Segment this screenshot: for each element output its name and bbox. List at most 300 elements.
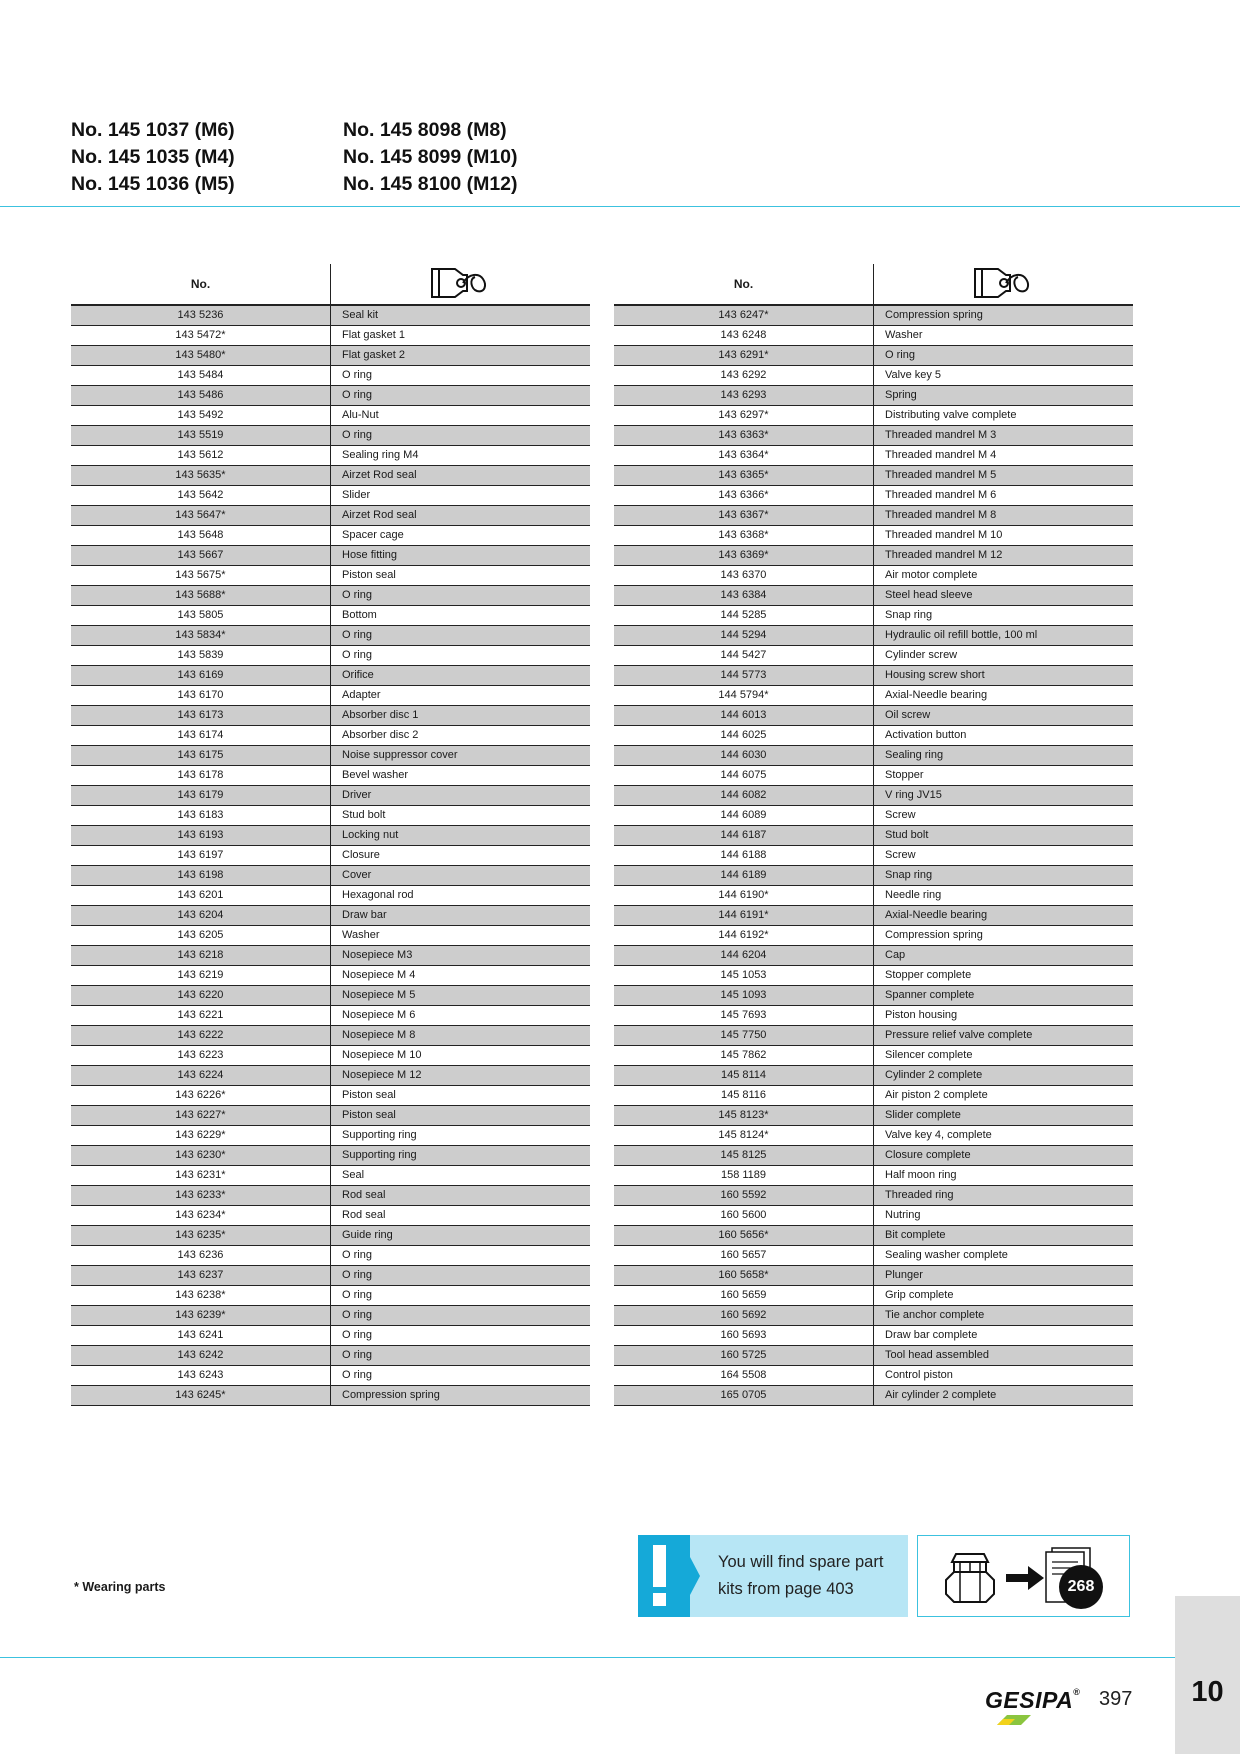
table-row [614, 986, 1133, 1006]
part-description: Tool head assembled [874, 1346, 1134, 1366]
parts-table-right [614, 264, 1133, 1406]
info-bar [638, 1535, 690, 1617]
table-row [71, 1386, 590, 1406]
table-row [71, 606, 590, 626]
part-description: Threaded ring [874, 1186, 1134, 1206]
part-description: Hexagonal rod [331, 886, 591, 906]
part-description: Tie anchor complete [874, 1306, 1134, 1326]
table-row [71, 1366, 590, 1386]
table-row [71, 1306, 590, 1326]
table-header-row [71, 264, 590, 305]
table-header-row [614, 264, 1133, 305]
table-row [614, 1386, 1133, 1406]
part-number: 165 0705 [614, 1386, 874, 1406]
part-number: 143 5667 [71, 546, 331, 566]
table-row [614, 866, 1133, 886]
table-row [614, 1366, 1133, 1386]
table-row [71, 1326, 590, 1346]
part-number: 143 6245* [71, 1386, 331, 1406]
part-description: Distributing valve complete [874, 406, 1134, 426]
table-row [614, 1026, 1133, 1046]
table-row [71, 406, 590, 426]
part-number: 143 6201 [71, 886, 331, 906]
part-number: 143 6365* [614, 466, 874, 486]
part-description: Silencer complete [874, 1046, 1134, 1066]
title-left-1: No. 145 1037 (M6) [71, 119, 235, 141]
table-row [614, 386, 1133, 406]
table-row [614, 1046, 1133, 1066]
part-number: 143 5635* [71, 466, 331, 486]
table-body-left [71, 305, 590, 1406]
part-description: Cap [874, 946, 1134, 966]
part-number: 143 6292 [614, 366, 874, 386]
part-number: 144 6192* [614, 926, 874, 946]
part-description: Nosepiece M 4 [331, 966, 591, 986]
part-number: 143 6229* [71, 1126, 331, 1146]
part-description: Supporting ring [331, 1126, 591, 1146]
part-number: 144 5285 [614, 606, 874, 626]
table-row [71, 666, 590, 686]
part-description: Washer [874, 326, 1134, 346]
part-description: Oil screw [874, 706, 1134, 726]
table-row [71, 806, 590, 826]
part-description: O ring [331, 1346, 591, 1366]
part-description: Threaded mandrel M 6 [874, 486, 1134, 506]
part-number: 145 8116 [614, 1086, 874, 1106]
header-rule [0, 206, 1240, 207]
part-number: 143 6247* [614, 305, 874, 326]
table-row [614, 626, 1133, 646]
table-row [614, 726, 1133, 746]
part-description: Nosepiece M3 [331, 946, 591, 966]
table-row [614, 426, 1133, 446]
part-number: 160 5657 [614, 1246, 874, 1266]
part-number: 143 6227* [71, 1106, 331, 1126]
part-number: 143 6218 [71, 946, 331, 966]
part-number: 145 8124* [614, 1126, 874, 1146]
part-description: Air motor complete [874, 566, 1134, 586]
part-number: 143 6175 [71, 746, 331, 766]
table-row [614, 466, 1133, 486]
part-description: Valve key 4, complete [874, 1126, 1134, 1146]
column-header-no: No. [614, 264, 874, 305]
part-description: Valve key 5 [874, 366, 1134, 386]
table-row [614, 546, 1133, 566]
part-number: 145 8125 [614, 1146, 874, 1166]
part-number: 160 5658* [614, 1266, 874, 1286]
table-row [71, 886, 590, 906]
part-number: 143 5492 [71, 406, 331, 426]
table-row [71, 906, 590, 926]
part-number: 144 6089 [614, 806, 874, 826]
part-number: 160 5656* [614, 1226, 874, 1246]
part-number: 143 6364* [614, 446, 874, 466]
table-row [71, 346, 590, 366]
part-description: Airzet Rod seal [331, 466, 591, 486]
table-row [614, 786, 1133, 806]
parts-table-left [71, 264, 590, 1406]
part-description: Washer [331, 926, 591, 946]
part-description: Axial-Needle bearing [874, 686, 1134, 706]
logo-text: GESIPA [985, 1687, 1074, 1713]
table-row [614, 1126, 1133, 1146]
title-left-3: No. 145 1036 (M5) [71, 173, 235, 195]
title-right-3: No. 145 8100 (M12) [343, 173, 518, 195]
part-number: 143 6368* [614, 526, 874, 546]
table-row [71, 826, 590, 846]
logo-registered-mark: ® [1073, 1687, 1081, 1697]
part-description: Spanner complete [874, 986, 1134, 1006]
table-row [71, 426, 590, 446]
part-description: Slider complete [874, 1106, 1134, 1126]
part-number: 143 6226* [71, 1086, 331, 1106]
part-number: 143 6370 [614, 566, 874, 586]
table-row [71, 305, 590, 326]
table-row [614, 966, 1133, 986]
table-row [71, 746, 590, 766]
table-row [614, 646, 1133, 666]
table-row [71, 1286, 590, 1306]
part-number: 143 6367* [614, 506, 874, 526]
part-description: Threaded mandrel M 10 [874, 526, 1134, 546]
table-row [71, 326, 590, 346]
part-number: 143 5642 [71, 486, 331, 506]
part-description: Slider [331, 486, 591, 506]
reference-box [917, 1535, 1130, 1617]
table-row [71, 766, 590, 786]
part-number: 145 7750 [614, 1026, 874, 1046]
table-row [614, 1326, 1133, 1346]
part-description: Noise suppressor cover [331, 746, 591, 766]
part-number: 158 1189 [614, 1166, 874, 1186]
part-description: Orifice [331, 666, 591, 686]
table-row [614, 1086, 1133, 1106]
part-number: 144 5294 [614, 626, 874, 646]
part-number: 143 5480* [71, 346, 331, 366]
part-number: 143 5236 [71, 305, 331, 326]
part-description: Bit complete [874, 1226, 1134, 1246]
part-number: 143 6235* [71, 1226, 331, 1246]
part-number: 143 5519 [71, 426, 331, 446]
table-row [614, 346, 1133, 366]
part-number: 145 7862 [614, 1046, 874, 1066]
part-number: 143 6238* [71, 1286, 331, 1306]
table-row [614, 1186, 1133, 1206]
part-number: 143 6248 [614, 326, 874, 346]
part-description: Screw [874, 806, 1134, 826]
part-number: 143 5472* [71, 326, 331, 346]
part-description: Sealing ring M4 [331, 446, 591, 466]
table-row [71, 966, 590, 986]
part-number: 143 5647* [71, 506, 331, 526]
part-description: Hose fitting [331, 546, 591, 566]
tag-icon [429, 267, 493, 299]
table-row [71, 1126, 590, 1146]
table-row [71, 1246, 590, 1266]
table-row [614, 1246, 1133, 1266]
gesipa-logo [985, 1687, 1080, 1714]
footer-rule [0, 1657, 1240, 1658]
part-number: 143 6193 [71, 826, 331, 846]
table-row [614, 366, 1133, 386]
part-description: Nosepiece M 10 [331, 1046, 591, 1066]
part-description: Rod seal [331, 1206, 591, 1226]
title-right-2: No. 145 8099 (M10) [343, 146, 518, 168]
logo-swoosh-icon [993, 1711, 1033, 1727]
table-row [614, 1226, 1133, 1246]
part-description: Compression spring [874, 926, 1134, 946]
part-description: Threaded mandrel M 5 [874, 466, 1134, 486]
table-row [71, 1066, 590, 1086]
part-description: Closure [331, 846, 591, 866]
part-number: 144 6013 [614, 706, 874, 726]
part-description: Needle ring [874, 886, 1134, 906]
table-row [71, 1086, 590, 1106]
column-header-no: No. [71, 264, 331, 305]
table-row [614, 1106, 1133, 1126]
table-row [614, 406, 1133, 426]
part-description: Threaded mandrel M 3 [874, 426, 1134, 446]
part-description: Nosepiece M 8 [331, 1026, 591, 1046]
part-number: 143 5484 [71, 366, 331, 386]
part-description: Flat gasket 1 [331, 326, 591, 346]
part-description: O ring [331, 386, 591, 406]
part-description: Supporting ring [331, 1146, 591, 1166]
arrow-right-icon [1006, 1566, 1044, 1590]
table-row [614, 766, 1133, 786]
table-row [614, 526, 1133, 546]
table-row [614, 1006, 1133, 1026]
part-description: Sealing ring [874, 746, 1134, 766]
part-number: 160 5725 [614, 1346, 874, 1366]
table-row [71, 946, 590, 966]
table-body-right [614, 305, 1133, 1406]
table-row [614, 826, 1133, 846]
tag-icon [972, 267, 1036, 299]
table-row [71, 446, 590, 466]
table-row [614, 926, 1133, 946]
part-number: 145 8123* [614, 1106, 874, 1126]
part-number: 143 6173 [71, 706, 331, 726]
table-row [71, 1206, 590, 1226]
exclamation-icon [638, 1535, 704, 1617]
table-row [614, 1146, 1133, 1166]
part-number: 143 6198 [71, 866, 331, 886]
part-number: 143 5486 [71, 386, 331, 406]
column-header-description [331, 264, 591, 305]
part-number: 143 6291* [614, 346, 874, 366]
part-description: Piston seal [331, 566, 591, 586]
part-number: 143 6183 [71, 806, 331, 826]
table-row [614, 666, 1133, 686]
part-description: O ring [331, 646, 591, 666]
part-description: Threaded mandrel M 12 [874, 546, 1134, 566]
part-description: Threaded mandrel M 8 [874, 506, 1134, 526]
part-number: 144 5427 [614, 646, 874, 666]
part-description: Pressure relief valve complete [874, 1026, 1134, 1046]
table-row [71, 546, 590, 566]
part-description: Steel head sleeve [874, 586, 1134, 606]
part-description: O ring [331, 1306, 591, 1326]
part-description: Piston housing [874, 1006, 1134, 1026]
table-row [71, 1346, 590, 1366]
part-number: 160 5692 [614, 1306, 874, 1326]
table-row [71, 1106, 590, 1126]
table-row [71, 646, 590, 666]
part-description: O ring [331, 426, 591, 446]
part-description: Nosepiece M 6 [331, 1006, 591, 1026]
table-row [614, 1206, 1133, 1226]
part-number: 143 6178 [71, 766, 331, 786]
part-description: Stopper [874, 766, 1134, 786]
table-row [614, 305, 1133, 326]
table-row [71, 686, 590, 706]
part-description: Airzet Rod seal [331, 506, 591, 526]
part-description: Sealing washer complete [874, 1246, 1134, 1266]
table-row [614, 906, 1133, 926]
part-number: 143 6197 [71, 846, 331, 866]
part-number: 143 5839 [71, 646, 331, 666]
chapter-number: 10 [1191, 1676, 1224, 1708]
part-description: O ring [331, 1326, 591, 1346]
part-description: O ring [331, 1266, 591, 1286]
part-description: Compression spring [874, 305, 1134, 326]
part-number: 143 5648 [71, 526, 331, 546]
info-box [638, 1535, 908, 1617]
table-row [71, 926, 590, 946]
part-description: O ring [874, 346, 1134, 366]
table-row [71, 986, 590, 1006]
part-number: 143 6293 [614, 386, 874, 406]
part-number: 144 6075 [614, 766, 874, 786]
part-description: Plunger [874, 1266, 1134, 1286]
table-row [614, 506, 1133, 526]
part-number: 143 6366* [614, 486, 874, 506]
part-number: 143 6204 [71, 906, 331, 926]
table-row [71, 1226, 590, 1246]
title-left-2: No. 145 1035 (M4) [71, 146, 235, 168]
part-description: O ring [331, 1246, 591, 1266]
table-row [614, 746, 1133, 766]
column-header-description [874, 264, 1134, 305]
part-number: 143 6231* [71, 1166, 331, 1186]
table-row [614, 806, 1133, 826]
part-number: 143 6233* [71, 1186, 331, 1206]
part-description: Half moon ring [874, 1166, 1134, 1186]
table-row [614, 586, 1133, 606]
part-description: Spring [874, 386, 1134, 406]
part-number: 143 6234* [71, 1206, 331, 1226]
part-number: 143 6230* [71, 1146, 331, 1166]
part-number: 143 6297* [614, 406, 874, 426]
reference-page-badge: 268 [1059, 1565, 1103, 1609]
part-description: Grip complete [874, 1286, 1134, 1306]
part-description: Snap ring [874, 606, 1134, 626]
part-description: Screw [874, 846, 1134, 866]
table-row [71, 386, 590, 406]
part-number: 143 6242 [71, 1346, 331, 1366]
part-number: 143 6221 [71, 1006, 331, 1026]
part-description: Bottom [331, 606, 591, 626]
part-description: Guide ring [331, 1226, 591, 1246]
table-row [71, 866, 590, 886]
table-row [71, 1026, 590, 1046]
part-number: 144 6191* [614, 906, 874, 926]
part-description: Snap ring [874, 866, 1134, 886]
part-description: Flat gasket 2 [331, 346, 591, 366]
part-number: 143 5688* [71, 586, 331, 606]
part-description: O ring [331, 1286, 591, 1306]
part-number: 164 5508 [614, 1366, 874, 1386]
table-row [71, 1186, 590, 1206]
part-description: Locking nut [331, 826, 591, 846]
part-description: Threaded mandrel M 4 [874, 446, 1134, 466]
table-row [614, 606, 1133, 626]
table-row [71, 566, 590, 586]
part-number: 144 6190* [614, 886, 874, 906]
part-description: Control piston [874, 1366, 1134, 1386]
part-number: 144 6030 [614, 746, 874, 766]
part-description: Absorber disc 2 [331, 726, 591, 746]
part-number: 144 6189 [614, 866, 874, 886]
part-number: 144 6025 [614, 726, 874, 746]
part-description: Cylinder screw [874, 646, 1134, 666]
wearing-parts-note: * Wearing parts [74, 1580, 166, 1594]
part-description: Draw bar complete [874, 1326, 1134, 1346]
part-description: Driver [331, 786, 591, 806]
part-description: O ring [331, 586, 591, 606]
part-description: Air cylinder 2 complete [874, 1386, 1134, 1406]
table-row [71, 786, 590, 806]
table-row [71, 506, 590, 526]
table-row [71, 586, 590, 606]
table-row [71, 466, 590, 486]
part-number: 143 6179 [71, 786, 331, 806]
table-row [71, 526, 590, 546]
table-row [71, 626, 590, 646]
part-number: 160 5600 [614, 1206, 874, 1226]
part-number: 143 6223 [71, 1046, 331, 1066]
table-row [71, 1046, 590, 1066]
page-number: 397 [1099, 1688, 1133, 1710]
part-number: 143 6243 [71, 1366, 331, 1386]
part-description: Nosepiece M 5 [331, 986, 591, 1006]
part-number: 160 5659 [614, 1286, 874, 1306]
part-description: V ring JV15 [874, 786, 1134, 806]
table-row [614, 1286, 1133, 1306]
part-description: Draw bar [331, 906, 591, 926]
part-number: 144 5773 [614, 666, 874, 686]
part-description: Axial-Needle bearing [874, 906, 1134, 926]
table-row [71, 486, 590, 506]
part-description: Seal kit [331, 305, 591, 326]
part-number: 143 5675* [71, 566, 331, 586]
part-number: 143 6222 [71, 1026, 331, 1046]
part-description: Stud bolt [874, 826, 1134, 846]
part-description: Air piston 2 complete [874, 1086, 1134, 1106]
part-number: 145 1093 [614, 986, 874, 1006]
part-description: Activation button [874, 726, 1134, 746]
part-number: 143 6174 [71, 726, 331, 746]
table-row [614, 686, 1133, 706]
part-number: 144 6188 [614, 846, 874, 866]
part-number: 144 6204 [614, 946, 874, 966]
table-row [614, 706, 1133, 726]
part-number: 143 6369* [614, 546, 874, 566]
table-row [614, 1166, 1133, 1186]
part-number: 143 5834* [71, 626, 331, 646]
part-description: Piston seal [331, 1086, 591, 1106]
